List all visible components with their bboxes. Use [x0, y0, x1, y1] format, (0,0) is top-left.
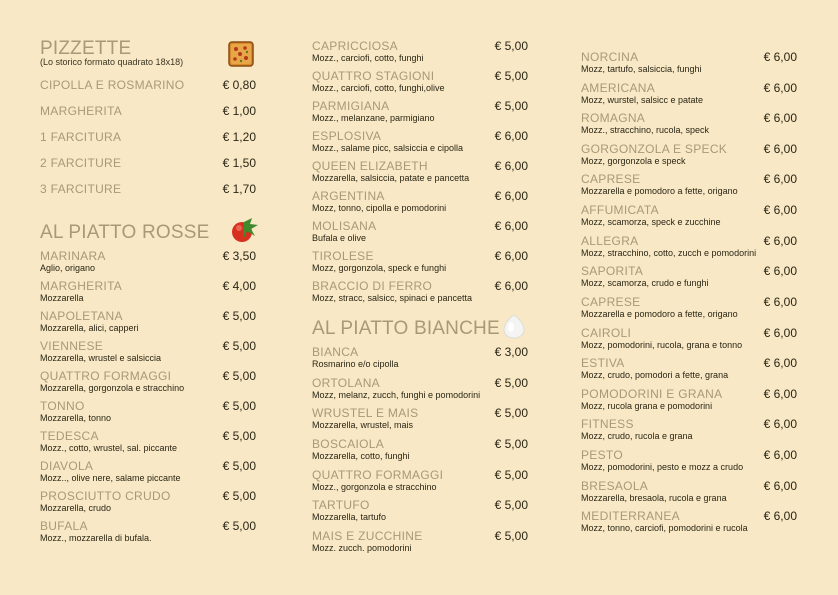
menu-item: GORGONZOLA E SPECK Mozz, gorgonzola e speck € 6,00	[581, 142, 797, 166]
menu-item: VIENNESE Mozzarella, wrustel e salsiccia € 5,00	[40, 339, 256, 363]
menu-item: AMERICANA Mozz, wurstel, salsicc e patate € 6,00	[581, 81, 797, 105]
menu-item: BRESAOLA Mozzarella, bresaola, rucola e grana € 6,00	[581, 479, 797, 503]
menu-item: ARGENTINA Mozz, tonno, cipolla e pomodorini € 6,00	[312, 189, 528, 213]
menu-item: TIROLESE Mozz, gorgonzola, speck e funghi € 6,00	[312, 249, 528, 273]
menu-item: MOLISANA Bufala e olive € 6,00	[312, 219, 528, 243]
menu-item: TARTUFO Mozzarella, tartufo € 5,00	[312, 498, 528, 522]
menu-item: SAPORITA Mozz, scamorza, crudo e funghi € 6,00	[581, 264, 797, 288]
menu-item: MARGHERITA € 1,00	[40, 104, 256, 118]
menu-item: ESTIVA Mozz, crudo, pomodori a fette, grana € 6,00	[581, 356, 797, 380]
menu-item: ORTOLANA Mozz, melanz, zucch, funghi e pomodorini € 5,00	[312, 376, 528, 400]
menu-item: MEDITERRANEA Mozz, tonno, carciofi, pomodorini e rucola € 6,00	[581, 509, 797, 533]
menu-item: TEDESCA Mozz., cotto, wrustel, sal. piccante € 5,00	[40, 429, 256, 453]
menu-item: QUEEN ELIZABETH Mozzarella, salsiccia, patate e pancetta € 6,00	[312, 159, 528, 183]
square-pizza-icon	[228, 41, 254, 72]
menu-item: 1 FARCITURA € 1,20	[40, 130, 256, 144]
menu-item: QUATTRO FORMAGGI Mozz., gorgonzola e stracchino € 5,00	[312, 468, 528, 492]
menu-item: BUFALA Mozz., mozzarella di bufala. € 5,00	[40, 519, 256, 543]
menu-item: NAPOLETANA Mozzarella, alici, capperi € 5,00	[40, 309, 256, 333]
menu-item: DIAVOLA Mozz.., olive nere, salame piccante € 5,00	[40, 459, 256, 483]
menu-item: BOSCAIOLA Mozzarella, cotto, funghi € 5,00	[312, 437, 528, 461]
menu-item: FITNESS Mozz, crudo, rucola e grana € 6,00	[581, 417, 797, 441]
menu-item: ROMAGNA Mozz., stracchino, rucola, speck € 6,00	[581, 111, 797, 135]
menu-item: PROSCIUTTO CRUDO Mozzarella, crudo € 5,00	[40, 489, 256, 513]
tomato-icon	[230, 216, 260, 249]
menu-item: PARMIGIANA Mozz., melanzane, parmigiano € 5,00	[312, 99, 528, 123]
section-title-rosse: AL PIATTO ROSSE	[40, 222, 210, 243]
menu-item: CAIROLI Mozz, pomodorini, rucola, grana e tonno € 6,00	[581, 326, 797, 350]
menu-item: BRACCIO DI FERRO Mozz, stracc, salsicc, spinaci e pancetta € 6,00	[312, 279, 528, 303]
menu-item: CAPRICCIOSA Mozz., carciofi, cotto, funghi € 5,00	[312, 39, 528, 63]
menu-item: NORCINA Mozz, tartufo, salsiccia, funghi € 6,00	[581, 50, 797, 74]
menu-item: TONNO Mozzarella, tonno € 5,00	[40, 399, 256, 423]
menu-item: CAPRESE Mozzarella e pomodoro a fette, origano € 6,00	[581, 172, 797, 196]
mozzarella-icon	[502, 313, 526, 344]
menu-item: 3 FARCITURE € 1,70	[40, 182, 256, 196]
menu-item: QUATTRO FORMAGGI Mozzarella, gorgonzola e stracchino € 5,00	[40, 369, 256, 393]
menu-item: MARGHERITA Mozzarella € 4,00	[40, 279, 256, 303]
menu-item: PESTO Mozz, pomodorini, pesto e mozz a crudo € 6,00	[581, 448, 797, 472]
menu-item: AFFUMICATA Mozz, scamorza, speck e zucchine € 6,00	[581, 203, 797, 227]
menu-item: QUATTRO STAGIONI Mozz., carciofi, cotto, funghi,olive € 5,00	[312, 69, 528, 93]
section-subtitle-pizzette: (Lo storico formato quadrato 18x18)	[40, 57, 184, 67]
menu-item: POMODORINI E GRANA Mozz, rucola grana e pomodorini € 6,00	[581, 387, 797, 411]
menu-item: ESPLOSIVA Mozz., salame picc, salsiccia e cipolla € 6,00	[312, 129, 528, 153]
menu-item: ALLEGRA Mozz, stracchino, cotto, zucch e pomodorini € 6,00	[581, 234, 797, 258]
menu-item: 2 FARCITURE € 1,50	[40, 156, 256, 170]
menu-item: BIANCA Rosmarino e/o cipolla € 3,00	[312, 345, 528, 369]
menu-item: WRUSTEL E MAIS Mozzarella, wrustel, mais € 5,00	[312, 406, 528, 430]
menu-item: MARINARA Aglio, origano € 3,50	[40, 249, 256, 273]
menu-item: CAPRESE Mozzarella e pomodoro a fette, origano € 6,00	[581, 295, 797, 319]
menu-item: MAIS E ZUCCHINE Mozz. zucch. pomodorini € 5,00	[312, 529, 528, 553]
section-title-bianche: AL PIATTO BIANCHE	[312, 318, 500, 339]
section-title-pizzette: PIZZETTE	[40, 38, 132, 59]
menu-item: CIPOLLA E ROSMARINO € 0,80	[40, 78, 256, 92]
